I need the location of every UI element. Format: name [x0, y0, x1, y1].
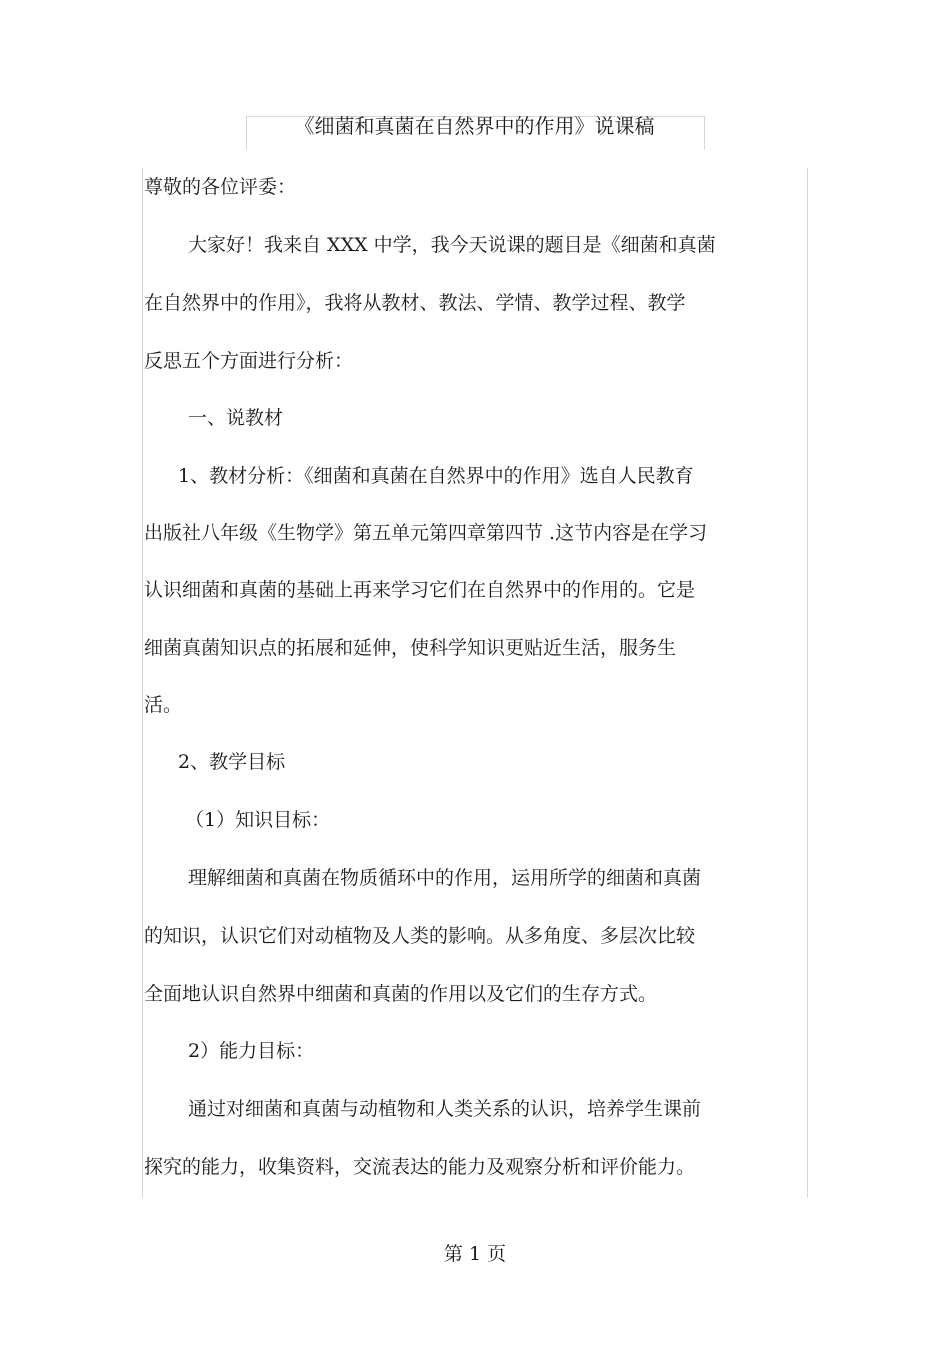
paragraph-line: 反思五个方面进行分析：	[144, 350, 354, 372]
paragraph-line: 的知识，认识它们对动植物及人类的影响。从多角度、多层次比较	[144, 925, 696, 947]
paragraph-line: 全面地认识自然界中细菌和真菌的作用以及它们的生存方式。	[144, 983, 658, 1005]
subsection-heading: 2、教学目标	[178, 751, 286, 773]
paragraph-line: 大家好！我来自 XXX 中学，我今天说课的题目是《细菌和真菌	[188, 234, 716, 256]
subsection-heading: 2）能力目标：	[188, 1040, 315, 1062]
paragraph-line: 在自然界中的作用》，我将从教材、教法、学情、教学过程、教学	[144, 292, 686, 314]
paragraph-line: 1、教材分析：《细菌和真菌在自然界中的作用》选自人民教育	[178, 465, 694, 487]
paragraph-line: 认识细菌和真菌的基础上再来学习它们在自然界中的作用的。它是	[144, 579, 696, 601]
paragraph-line: 理解细菌和真菌在物质循环中的作用，运用所学的细菌和真菌	[188, 867, 702, 889]
subsection-heading: （1）知识目标：	[185, 809, 331, 831]
paragraph-line: 细菌真菌知识点的拓展和延伸，使科学知识更贴近生活，服务生	[144, 637, 677, 659]
paragraph-line: 通过对细菌和真菌与动植物和人类关系的认识，培养学生课前	[188, 1098, 702, 1120]
page-number: 第 1 页	[443, 1243, 507, 1265]
document-title: 《细菌和真菌在自然界中的作用》说课稿	[294, 114, 655, 138]
section-heading: 一、说教材	[188, 407, 284, 429]
paragraph-line: 活。	[144, 694, 183, 716]
paragraph-line: 出版社八年级《生物学》第五单元第四章第四节 .这节内容是在学习	[144, 522, 708, 544]
paragraph-line: 探究的能力，收集资料，交流表达的能力及观察分析和评价能力。	[144, 1156, 696, 1178]
greeting-line: 尊敬的各位评委：	[144, 176, 297, 198]
